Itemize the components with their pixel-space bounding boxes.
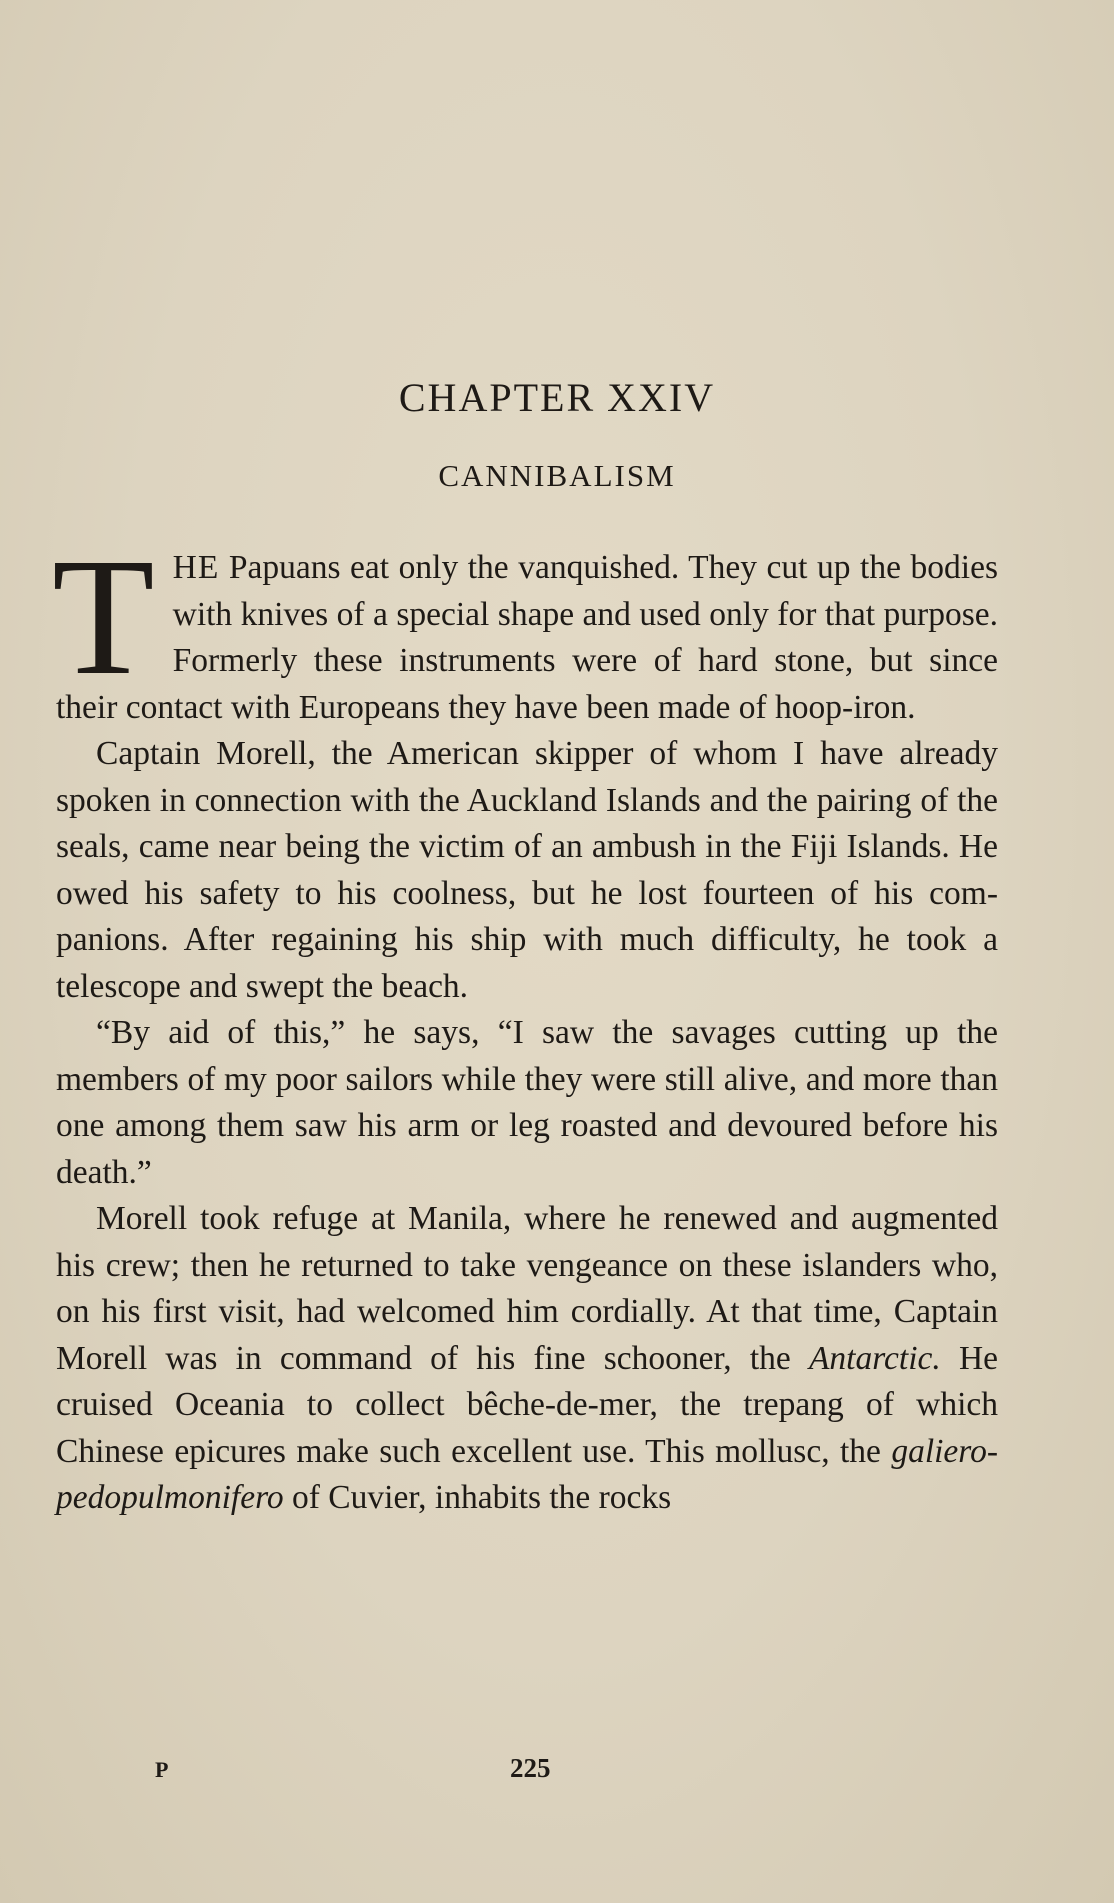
paragraph-1-text: Papuans eat only the vanquished. They cut up the bodies with knives of a special shape and used only for that purpose. Formerly these instruments were of hard stone, but since their contact with Europeans they have been made of hoop-iron.: [56, 549, 998, 726]
paragraph-1: [52, 524, 998, 731]
paragraph-4-text-b: He cruised Oceania to collect bêche-de-mer, the trepang of which Chinese epicures make such excellent use. This mollusc, the: [56, 1339, 998, 1470]
paragraph-4-text-c: of Cuvier, inhabits the rocks: [283, 1479, 672, 1516]
paragraph-3: “By aid of this,” he says, “I saw the savages cutting up the members of my poor sailors while they were still alive, and more than one among them saw his arm or leg roasted and devoured before his death.”: [56, 1014, 998, 1191]
paragraph-2: Captain Morell, the American skipper of whom I have already spoken in connection with the Auckland Islands and the pairing of the seals, came near being the victim of an ambush in the Fiji Islands. He owed his safety to his coolness, but he lost fourteen of his com-panions. After regaining his ship with much difficulty, he took a telescope and swept the beach.: [56, 735, 998, 1005]
chapter-subtitle: CANNIBALISM: [438, 458, 676, 493]
drop-cap: T: [52, 524, 155, 710]
body-text: [52, 524, 998, 1522]
page-number: 225: [510, 1753, 551, 1783]
species-name: galiero-pedopulmonifero: [56, 1432, 998, 1516]
lead-word: HE: [172, 549, 220, 586]
ship-name: Antarctic.: [808, 1339, 941, 1377]
paragraph-4-text-a: Morell took refuge at Manila, where he renewed and augmented his crew; then he returned to take vengeance on these islanders who, on his first visit, had welcomed him cordially. At that time, Captain Morell was in command of his fine schooner, the: [56, 1200, 998, 1377]
paragraph-4: [56, 1196, 998, 1522]
chapter-title: CHAPTER XXIV: [398, 375, 716, 420]
signature-mark: P: [155, 1757, 169, 1782]
